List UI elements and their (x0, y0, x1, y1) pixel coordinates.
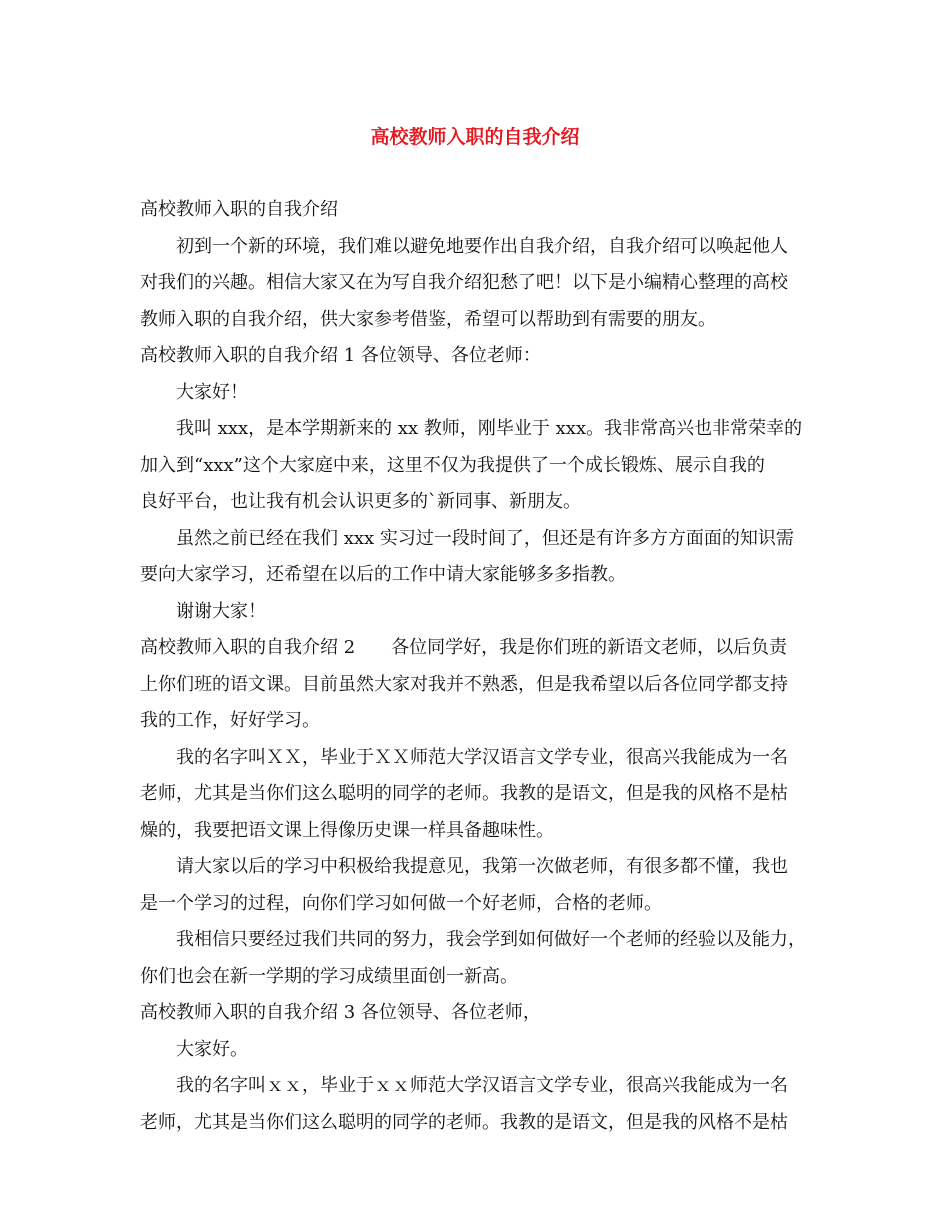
text-line: 对我们的兴趣。相信大家又在为写自我介绍犯愁了吧！以下是小编精心整理的高校 (140, 272, 788, 293)
text-line: 老师，尤其是当你们这么聪明的同学的老师。我教的是语文，但是我的风格不是枯 (140, 1111, 788, 1133)
text-line: 是一个学习的过程，向你们学习如何做一个好老师，合格的老师。 (140, 892, 662, 914)
text-line: 上你们班的语文课。目前虽然大家对我并不熟悉，但是我希望以后各位同学都支持 (140, 673, 788, 695)
text-line: 高校教师入职的自我介绍 1 各位领导、各位老师： (140, 345, 541, 366)
text-line: 加入到“xxx”这个大家庭中来，这里不仅为我提供了一个成长锻炼、展示自我的 (140, 454, 765, 476)
text-line: 虽然之前已经在我们 xxx 实习过一段时间了，但还是有许多方方面面的知识需 (176, 527, 794, 549)
text-line: 大家好！ (176, 381, 248, 403)
text-line: 燥的，我要把语文课上得像历史课一样具备趣味性。 (140, 819, 554, 841)
text-line: 谢谢大家！ (176, 600, 266, 622)
text-line: 初到一个新的环境，我们难以避免地要作出自我介绍，自我介绍可以唤起他人 (176, 235, 788, 257)
text-line: 我的名字叫ＸＸ，毕业于ＸＸ师范大学汉语言文学专业，很高兴我能成为一名 (176, 746, 788, 768)
text-line: 良好平台，也让我有机会认识更多的`新同事、新朋友。 (140, 491, 581, 512)
text-line: 高校教师入职的自我介绍 3 各位领导、各位老师， (140, 1002, 541, 1023)
text-line: 要向大家学习，还希望在以后的工作中请大家能够多多指教。 (140, 564, 626, 585)
text-line: 高校教师入职的自我介绍 (140, 199, 338, 220)
text-line: 我的工作，好好学习。 (140, 710, 320, 731)
document-title: 高校教师入职的自我介绍 (370, 126, 580, 148)
text-line: 你们也会在新一学期的学习成绩里面创一新高。 (140, 965, 518, 987)
text-line: 高校教师入职的自我介绍 2 各位同学好，我是你们班的新语文老师，以后负责 (140, 637, 788, 658)
text-line: 大家好。 (176, 1038, 248, 1060)
document-body (140, 192, 812, 1141)
text-line: 我相信只要经过我们共同的努力，我会学到如何做好一个老师的经验以及能力， (176, 929, 806, 950)
text-line: 老师，尤其是当你们这么聪明的同学的老师。我教的是语文，但是我的风格不是枯 (140, 783, 788, 804)
text-line: 我叫 xxx，是本学期新来的 xx 教师，刚毕业于 xxx。我非常高兴也非常荣幸的 (176, 418, 803, 439)
text-line: 我的名字叫ｘｘ，毕业于ｘｘ师范大学汉语言文学专业，很高兴我能成为一名 (176, 1075, 788, 1096)
text-line: 教师入职的自我介绍，供大家参考借鉴，希望可以帮助到有需要的朋友。 (140, 308, 716, 330)
text-line: 请大家以后的学习中积极给我提意见，我第一次做老师，有很多都不懂，我也 (176, 856, 788, 877)
